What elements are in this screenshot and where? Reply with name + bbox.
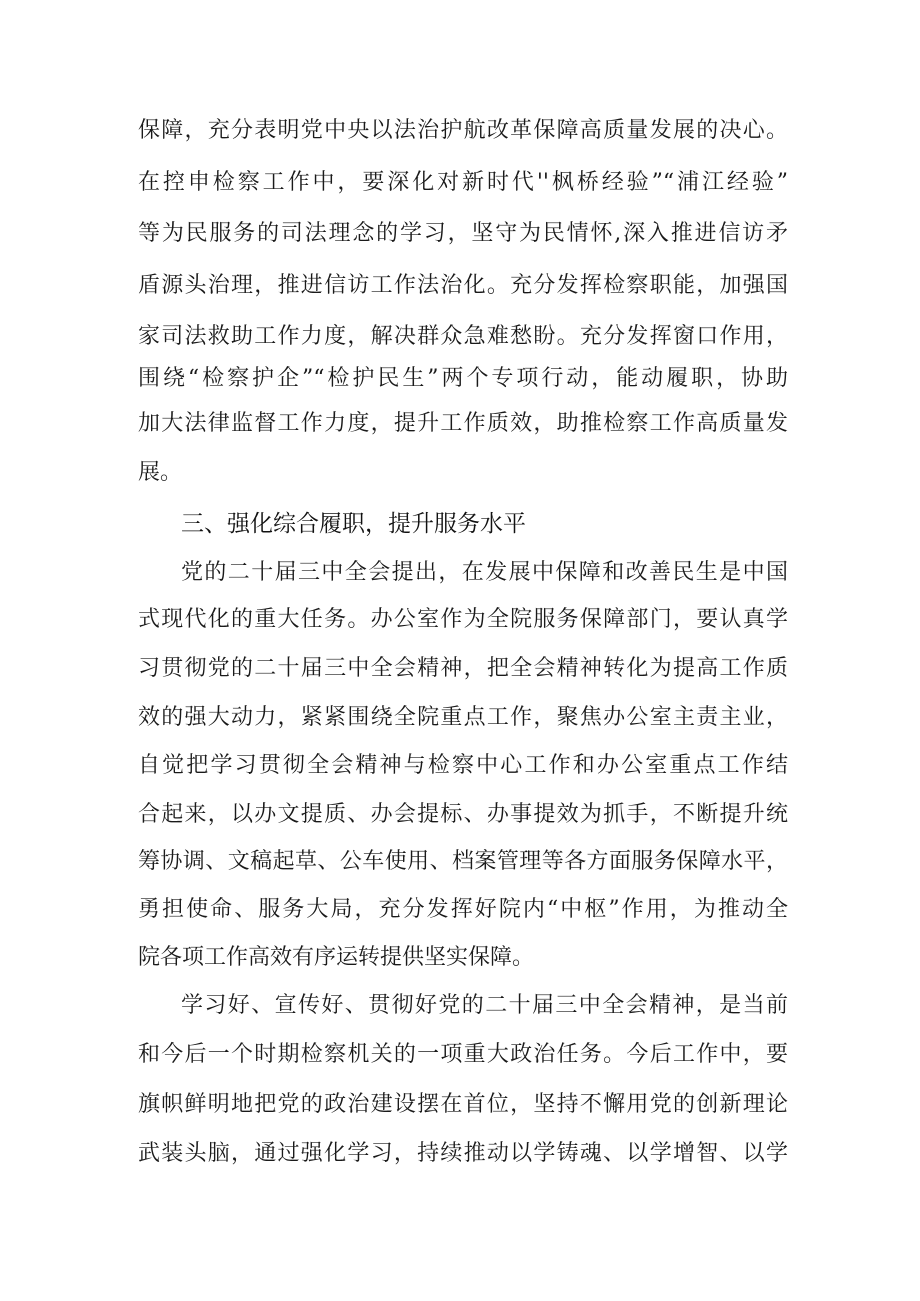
paragraph-2-line: 式现代化的重大任务。办公室作为全院服务保障部门，要认真学 bbox=[138, 607, 788, 632]
section-heading: 三、强化综合履职，提升服务水平 bbox=[181, 511, 526, 537]
paragraph-3-line: 武装头脑，通过强化学习，持续推动以学铸魂、以学增智、以学 bbox=[138, 1141, 788, 1166]
paragraph-1-line: 等为民服务的司法理念的学习，坚守为民情怀,深入推进信访矛 bbox=[138, 221, 788, 246]
paragraph-1-line: 展。 bbox=[138, 460, 183, 485]
paragraph-2-line: 合起来，以办文提质、办会提标、办事提效为抓手，不断提升统 bbox=[138, 802, 788, 827]
paragraph-2-line: 筹协调、文稿起草、公车使用、档案管理等各方面服务保障水平， bbox=[138, 849, 788, 874]
paragraph-2-line: 勇担使命、服务大局，充分发挥好院内“中枢”作用，为推动全 bbox=[138, 897, 788, 922]
paragraph-3-line: 学习好、宣传好、贯彻好党的二十届三中全会精神，是当前 bbox=[181, 993, 788, 1018]
paragraph-1-line: 保障，充分表明党中央以法治护航改革保障高质量发展的决心。 bbox=[138, 118, 788, 143]
paragraph-1-line: 家司法救助工作力度，解决群众急难愁盼。充分发挥窗口作用， bbox=[138, 324, 788, 349]
paragraph-1-line: 在控申检察工作中，要深化对新时代''枫桥经验”“浦江经验” bbox=[138, 170, 788, 195]
paragraph-2-line: 习贯彻党的二十届三中全会精神，把全会精神转化为提高工作质 bbox=[138, 656, 788, 681]
paragraph-1-line: 加大法律监督工作力度，提升工作质效，助推检察工作高质量发 bbox=[138, 411, 788, 436]
paragraph-1-line: 盾源头治理，推进信访工作法治化。充分发挥检察职能，加强国 bbox=[138, 273, 788, 298]
paragraph-2-line: 党的二十届三中全会提出，在发展中保障和改善民生是中国 bbox=[181, 560, 788, 585]
paragraph-2-line: 院各项工作高效有序运转提供坚实保障。 bbox=[138, 945, 535, 970]
paragraph-3-line: 和今后一个时期检察机关的一项重大政治任务。今后工作中，要 bbox=[138, 1042, 788, 1067]
paragraph-2-line: 自觉把学习贯彻全会精神与检察中心工作和办公室重点工作结 bbox=[138, 753, 788, 778]
paragraph-1-line: 围绕“检察护企”“检护民生”两个专项行动，能动履职，协助 bbox=[138, 366, 788, 391]
paragraph-3-line: 旗帜鲜明地把党的政治建设摆在首位，坚持不懈用党的创新理论 bbox=[138, 1092, 788, 1117]
paragraph-2-line: 效的强大动力，紧紧围绕全院重点工作，聚焦办公室主责主业， bbox=[138, 705, 788, 730]
